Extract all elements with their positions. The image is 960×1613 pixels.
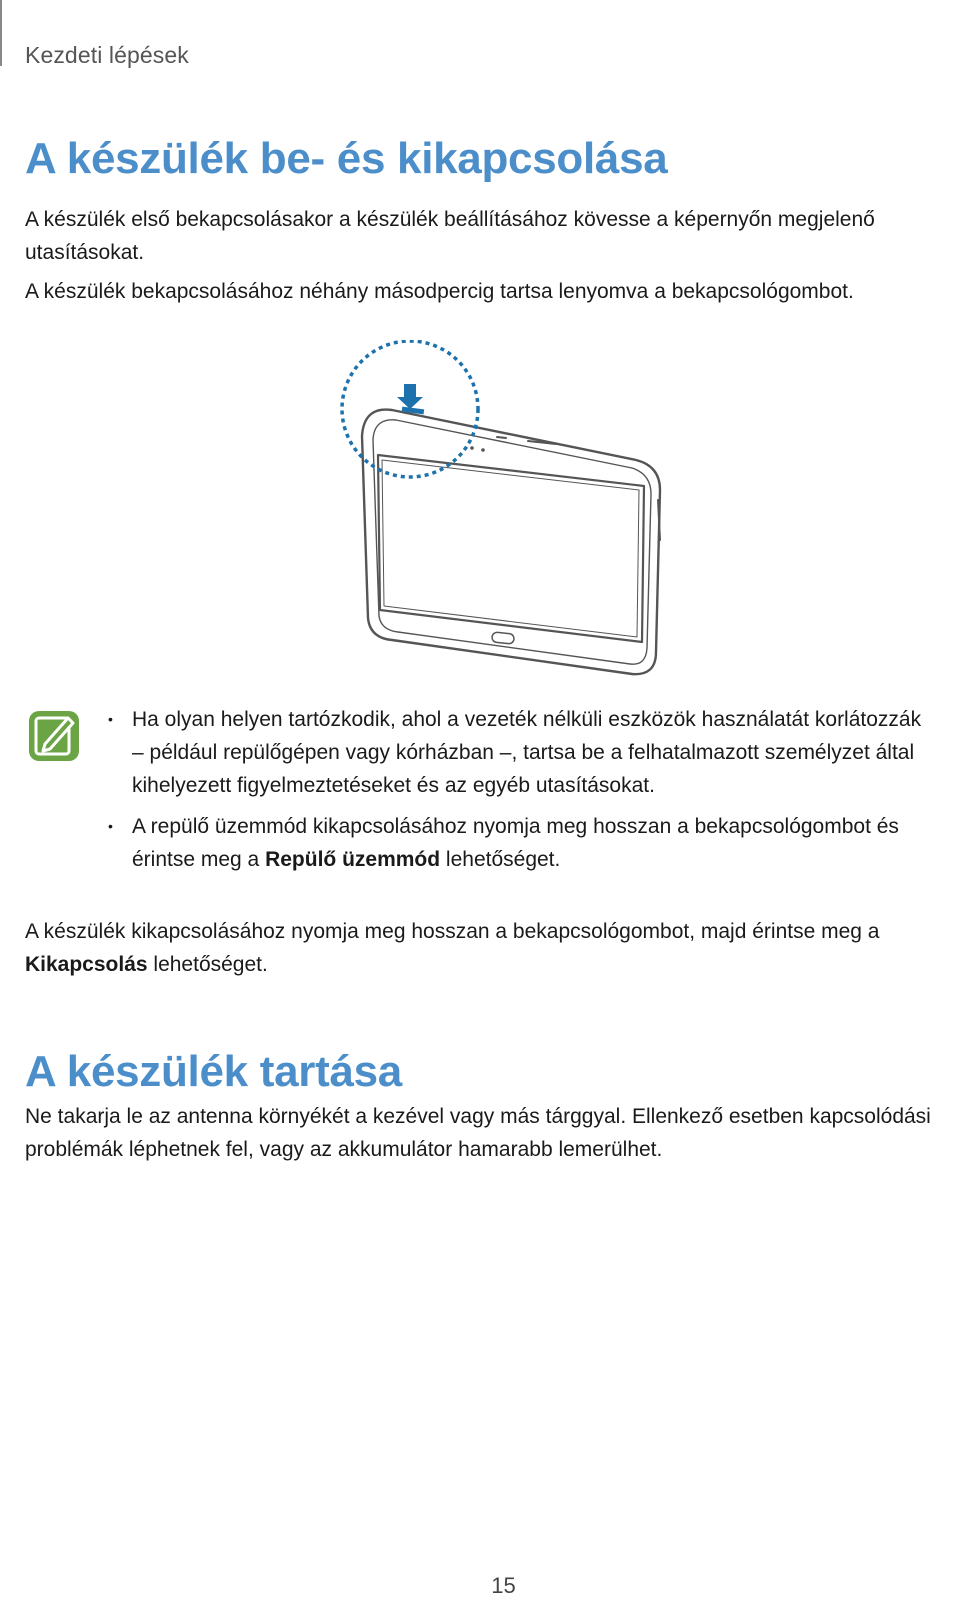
- airplane-mode-term: Repülő üzemmód: [265, 848, 441, 871]
- paragraph-power-off: [25, 915, 936, 981]
- bullet: •: [108, 818, 113, 834]
- power-off-text-end: lehetőséget.: [147, 953, 268, 976]
- note-pencil-icon: [28, 710, 80, 762]
- tablet-device: [362, 410, 660, 675]
- note-text: Ha olyan helyen tartózkodik, ahol a vezeték nélküli eszközök használatát korlátozzák – például repülőgépen vagy kórházban –, tartsa be a felhatalmazott személyzet által kihelyezett figyelmeztetéseket és az egyéb utasításokat.: [132, 708, 922, 797]
- tablet-power-button-illustration: [340, 340, 670, 680]
- note-item-restricted-areas: [108, 703, 936, 802]
- note-text-end: lehetőséget.: [440, 848, 561, 871]
- power-off-term: Kikapcsolás: [25, 953, 148, 976]
- power-off-text-start: A készülék kikapcsolásához nyomja meg hosszan a bekapcsológombot, majd érintse meg a: [25, 920, 880, 943]
- down-arrow-icon: [397, 384, 423, 409]
- page-edge-line: [0, 0, 2, 66]
- section-label: Kezdeti lépések: [25, 42, 189, 68]
- heading-power: A készülék be- és kikapcsolása: [25, 134, 668, 183]
- note-item-airplane-mode: [108, 810, 936, 876]
- paragraph-first-startup: A készülék első bekapcsolásakor a készülék beállításához kövesse a képernyőn megjelenő utasításokat.: [25, 208, 875, 264]
- note-text-start: A repülő üzemmód kikapcsolásához nyomja meg hosszan a bekapcsológombot és érintse meg a: [132, 815, 899, 871]
- bullet: •: [108, 711, 113, 727]
- paragraph-antenna: Ne takarja le az antenna környékét a kezével vagy más tárggyal. Ellenkező esetben kapcsolódási problémák léphetnek fel, vagy az akkumulátor hamarabb lemerülhet.: [25, 1105, 931, 1161]
- note-list: [108, 703, 936, 884]
- paragraph-power-on: A készülék bekapcsolásához néhány másodpercig tartsa lenyomva a bekapcsológombot.: [25, 280, 854, 303]
- page-number: 15: [491, 1573, 516, 1598]
- heading-holding: A készülék tartása: [25, 1047, 402, 1096]
